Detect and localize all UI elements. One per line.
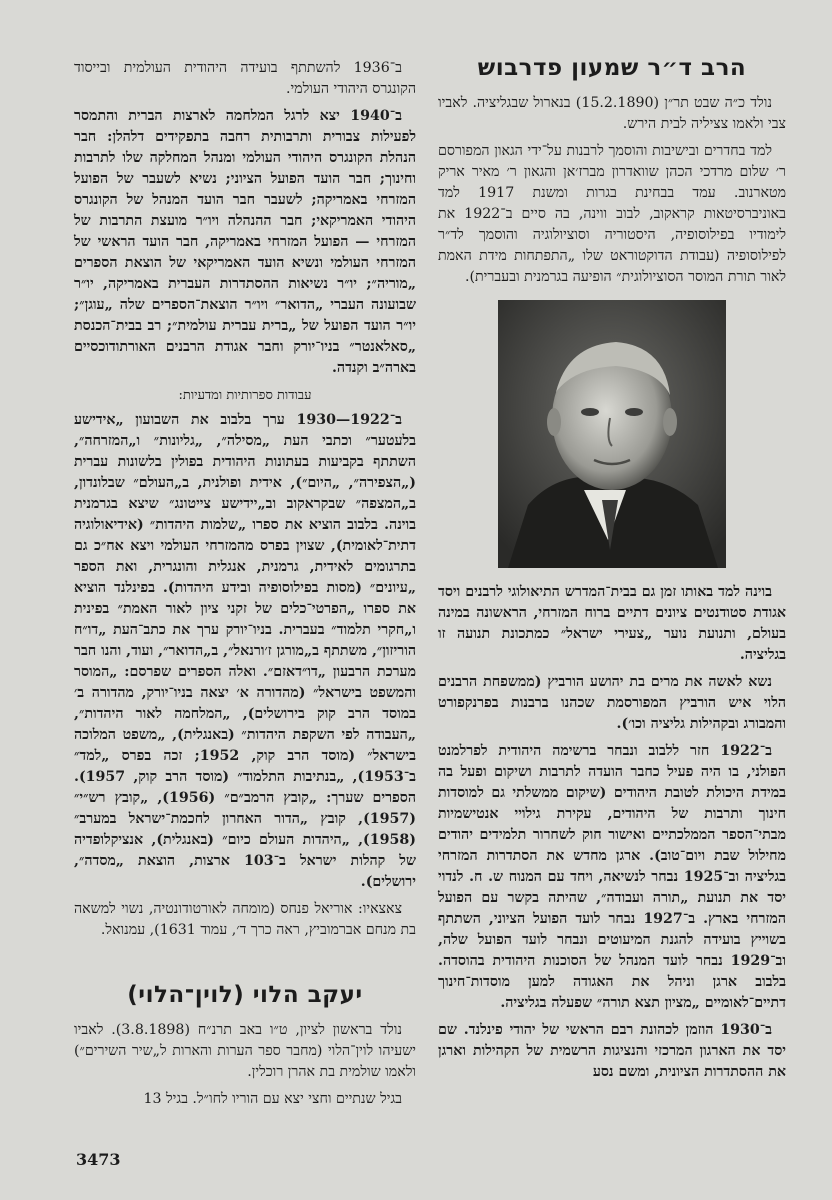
portrait-image — [498, 300, 726, 568]
portrait-photo — [498, 300, 726, 568]
right-column — [438, 55, 787, 1089]
vienna-paragraph: בוינה למד באותו זמן גם בבית־המדרש התיאולוגי לרבנים ויסד אגודת סטודנטים ציונים דתיים ברוח המזרחי, הראשונה במינה בעולם, ותנועת נוער „צעירי ישראל״ כמתכונת תנועה זו בגליציה. — [438, 584, 786, 663]
congress-paragraph: ב־1936 להשתתף בועידה היהודית העולמית ובייסוד הקונגרס היהודי העולמי. — [74, 60, 416, 97]
second-article-title: יעקב הלוי (לוין־הלוי) — [127, 982, 363, 1008]
article-title: הרב ד״ר שמעון פדרבוש — [477, 55, 747, 81]
descendants-paragraph: צאצאיו: אוריאל פנחס (מומחה לאורטודונטיה, נשוי למשאה בת מנחם אברמוביץ, ראה כרך ד׳, עמוד 1631), עמנואל. — [74, 901, 416, 938]
page-number: 3473 — [76, 1150, 121, 1169]
marriage-paragraph: נשא לאשה את מרים בת יהושע הורביץ (ממשפחת הרבנים הלוי איש הורביץ המפורסמת שכהנו ברבנות בפרנקפורט והמבורג ובקהילות גליציה וכו׳). — [438, 674, 786, 732]
lwow-paragraph: ב־1922 חזר ללבוב ונבחר ברשימה היהודית לפרלמנט הפולני, בו היה פעיל כחבר הועדה לתרבות ושיקום ופעל בה במידת היכולת לטובת היהודים (שיקום ממשלתי גם למוסדות חינוך ותרבות של היהודים, עקירת גילויי אנטישמיות מבתי־הספר הממלכתיים ואישור חוק לשחרור תלמידים יהודים מחילול שבת ויום־טוב). ארגן מחדש את הסתדרות המזרחי בגליציה וב־1925 נבחר לנשיאה, ויחד עם המנוח ש. ח. לנדוי יסד את תנועת „תורה ועבודה״, שהיתה בקשר עם הפועל המזרחי בארץ. ב־1927 נבחר לועד הפועל הציוני, השתתף בשוייץ בועידה להגנת המיעוטים ונבחר לועד הפועל שלה, וב־1929 נבחר לועד המנהל של הסוכנות היהודית בהוסדה. בלבוב ארגן וניהל את האגודה למען מוסדות־חינוך דתיים־לאומיים „מציון תצא תורה״ שפעלה בגליציה. — [438, 743, 787, 1011]
education-paragraph: למד בחדרים ובישיבות והוסמך לרבנות על־ידי הגאון המפורסם ר׳ שלום מרדכי הכהן שוואדרון מברז׳אן והגאון ר׳ מאיר אריק מטארנוב. עמד בבחינת בגרות ומשנת 1917 למד באוניברסיטאות קראקוב, לבוב ווינה, בה סיים ב־1922 את לימודיו בפילוסופיה, היסטוריה וסוציולוגיה והוסמך לד״ר לפילוסופיה (עבודת הדוקטוראט שלו „התפתחות מידת האמת לאור תורת המוסר הסוציולוגית״ הופיעה בגרמנית ובעברית). — [438, 143, 786, 285]
works-paragraph: ב־1922—1930 ערך בלבוב את השבועון „אידישע בלעטער״ וכתבי העת „מסילה״, „גליונות״ ו„המזרחה״, השתתף בקביעות בעתונות היהודית בפולין בלשונות עברית („הצפירה״, „היום״), אידית ופולנית, ב„העולם״ שבלונדון, ב„המצפה״ שבקראקוב וב„יידישע צייטונג״ שיצא בגרמנית בוינה. בלבוב הוציא את ספרו „שלמות היהדות״ (אידיאולוגיה דתית־לאומית), שצוין בפרס מהמזרחי העולמי ויצא אח״כ גם בתרגומים לאידית, גרמנית, אנגלית והונגרית, ואת הספר „עיונים״ (מסות בפילוסופיה ובידע היהדות). בפינלנד הוציא את ספרו „הפרטי־כלים של זקני ציון לאור האמת״ בפינית ו„חקרי תלמוד״ בעברית. בניו־יורק ערך את כתב־העת „דו״ח הוריזון״, משתתף ב„מורגן ז׳ורנאל״, ב„הדואר״, ועוד, והנו חבר מערכת הרבעון „דו״דאזם״. ואלה הספרים שפרסם: „המוסר והמשפט בישראל״ (מהדורה א׳ יצאה בניו־יורק, מהדורה ב׳ במוסד הרב קוק בירושלים), „המלחמה לאור היהדות״, „העבודה לפי השקפת היהדות״ (באנגלית), „משפט המלוכה בישראל״ (מוסד הרב קוק, 1952; זכה בפרס „למד״ ב־1953), „בנתיבות התלמוד״ (מוסד הרב קוק, 1957). הספרים שערך: „קובץ הרמב״ם״ (1956), „קובץ רש״י״ (1957), קובץ „הדור האחרון לחכמת־ישראל במערב״ (1958), „היהדות העולם כיום״ (באנגלית), אנציקלופדיה של קהלות ישראל ב־103 ארצות, הוצאת „מסדה״, ירושלים). — [74, 412, 416, 890]
finland-paragraph: ב־1930 הוזמן לכהונת רבם הראשי של יהודי פינלנד. שם יסד את הארגון המרכזי והנציגות הרשמית של הקהילות וארגן את ההסתדרות הציונית, ומשם נסע — [438, 1022, 786, 1080]
works-subheading: עבודות ספרותיות ומדעיות: — [178, 388, 312, 403]
america-paragraph: ב־1940 יצא לרגל המלחמה לארצות הברית והתמסר לפעילות צבורית ותרבותית רחבה בתפקידים דלהלן: חבר הנהלת הקונגרס היהודי העולמי ומנהל המחלקה שלו לתרבות וחינוך; חבר הועד הפועל הציוני; נשיא לשעבר של הפועל המזרחי באמריקה; לשעבר חבר הועד המנהל של הקונגרס היהודי האמריקאי; חבר ההנהלה ויו״ר מועצת התרבות של המזרחי — הפועל המזרחי באמריקה, חבר הועד הראשי של המזרחי העולמי ונשיא הועד האמריקאי של הוצאת הספרים „מוריה״; יו״ר נשיאות ההסתדרות העברית באמריקה, יו״ר שבועונה העברי „הדואר״ ויו״ר הוצאת־הספרים שלה „עוגן״; יו״ר הועד הפועל של „ברית עברית עולמית״; רב בבית־הכנסת „סאלאנטר״ בניו־יורק וחבר אגודת הרבנים האורתודוכסיים בארה״ב וקנדה. — [74, 108, 416, 376]
left-column — [74, 58, 416, 1116]
second-birth-paragraph: נולד בראשון לציון, ט״ו באב תרנ״ח (3.8.1898). לאביו ישעיהו לוין־הלוי (מחבר ספר הערות והארות ל„שיר השירים״) ולאמו שולמית בת אהרן רוכלין. — [74, 1022, 416, 1080]
birth-paragraph: נולד כ״ה שבט תר״ן (15.2.1890) בנארול שבגליציה. לאביו צבי ולאמו צציליה לבית הירש. — [438, 95, 786, 132]
second-childhood-paragraph: בגיל שנתיים וחצי יצא עם הוריו לחו״ל. בגיל 13 — [143, 1091, 402, 1107]
